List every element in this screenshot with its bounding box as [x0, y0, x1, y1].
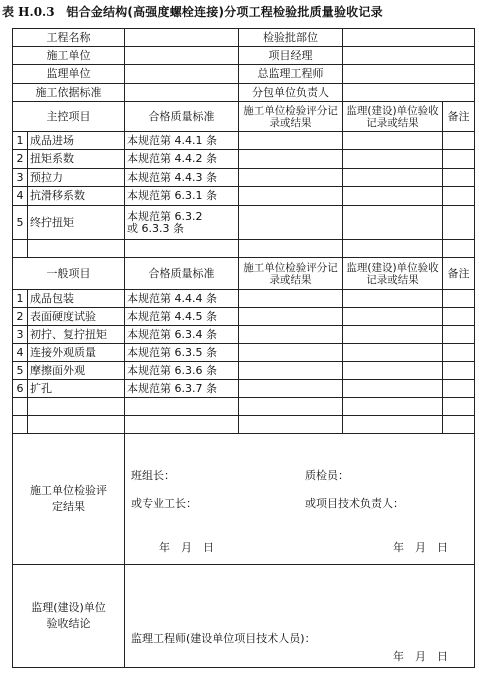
- table-row: [13, 344, 475, 362]
- item-standard: 本规范第 6.3.7 条: [125, 380, 239, 398]
- item-standard: 本规范第 4.4.1 条: [125, 132, 239, 150]
- remark-cell[interactable]: [443, 132, 475, 150]
- blank-cell[interactable]: [343, 416, 443, 434]
- table-row: [13, 132, 475, 150]
- construction-result-cell[interactable]: [239, 169, 343, 187]
- supervision-conclusion-area[interactable]: [125, 565, 475, 668]
- supervision-date: 年 月 日: [393, 650, 448, 663]
- item-standard: 本规范第 6.3.6 条: [125, 362, 239, 380]
- construction-result-cell[interactable]: [239, 206, 343, 240]
- general-section-title: 一般项目: [13, 258, 125, 290]
- item-number: 4: [13, 344, 28, 362]
- item-number: 3: [13, 326, 28, 344]
- blank-cell[interactable]: [343, 398, 443, 416]
- item-standard: 本规范第 4.4.5 条: [125, 308, 239, 326]
- blank-cell[interactable]: [443, 398, 475, 416]
- item-standard: 本规范第 6.3.4 条: [125, 326, 239, 344]
- item-name: 成品进场: [28, 132, 125, 150]
- supervision-result-cell[interactable]: [343, 308, 443, 326]
- item-number: 3: [13, 169, 28, 187]
- project-manager-label: 项目经理: [239, 47, 343, 65]
- construction-unit-label: 施工单位: [13, 47, 125, 65]
- item-name: 摩擦面外观: [28, 362, 125, 380]
- table-row: [13, 308, 475, 326]
- header-row: [13, 29, 475, 47]
- supervision-record-header: 监理(建设)单位验收记录或结果: [343, 102, 443, 132]
- header-row: [13, 47, 475, 65]
- foreman-label: 或专业工长：: [131, 497, 197, 510]
- remark-cell[interactable]: [443, 150, 475, 169]
- table-row: [13, 150, 475, 169]
- project-name-label: 工程名称: [13, 29, 125, 47]
- header-row: [13, 65, 475, 84]
- blank-cell: [28, 240, 125, 258]
- project-manager-value[interactable]: [343, 47, 475, 65]
- supervision-result-cell[interactable]: [343, 206, 443, 240]
- blank-cell[interactable]: [239, 416, 343, 434]
- item-number: 1: [13, 290, 28, 308]
- inspection-lot-value[interactable]: [343, 29, 475, 47]
- standard-header: 合格质量标准: [125, 102, 239, 132]
- remark-cell[interactable]: [443, 326, 475, 344]
- chief-engineer-label: 总监理工程师: [239, 65, 343, 84]
- blank-cell: [125, 240, 239, 258]
- date-right: 年 月 日: [393, 541, 448, 554]
- inspection-lot-label: 检验批部位: [239, 29, 343, 47]
- main-section-title: 主控项目: [13, 102, 125, 132]
- blank-cell: [125, 416, 239, 434]
- blank-row: [13, 398, 475, 416]
- supervision-unit-value[interactable]: [125, 65, 239, 84]
- item-number: 1: [13, 132, 28, 150]
- remark-cell[interactable]: [443, 362, 475, 380]
- construction-result-cell[interactable]: [239, 290, 343, 308]
- construction-result-cell[interactable]: [239, 380, 343, 398]
- item-name: 预拉力: [28, 169, 125, 187]
- blank-cell[interactable]: [443, 416, 475, 434]
- table-row: [13, 290, 475, 308]
- blank-cell: [13, 398, 28, 416]
- remark-header: 备注: [443, 258, 475, 290]
- supervision-result-cell[interactable]: [343, 344, 443, 362]
- construction-result-cell[interactable]: [239, 132, 343, 150]
- supervision-result-cell[interactable]: [343, 187, 443, 206]
- item-number: 2: [13, 308, 28, 326]
- item-number: 5: [13, 362, 28, 380]
- supervision-unit-label: 监理单位: [13, 65, 125, 84]
- remark-cell[interactable]: [443, 344, 475, 362]
- date-left: 年 月 日: [159, 541, 214, 554]
- supervision-conclusion-label: 监理(建设)单位验收结论: [13, 565, 125, 668]
- construction-result-cell[interactable]: [239, 344, 343, 362]
- supervision-record-header: 监理(建设)单位验收记录或结果: [343, 258, 443, 290]
- construction-result-cell[interactable]: [239, 362, 343, 380]
- blank-cell[interactable]: [239, 240, 343, 258]
- item-number: 4: [13, 187, 28, 206]
- remark-cell[interactable]: [443, 308, 475, 326]
- construction-record-header: 施工单位检验评分记录或结果: [239, 258, 343, 290]
- supervision-result-cell[interactable]: [343, 362, 443, 380]
- table-number: 表 H.0.3: [2, 5, 55, 19]
- subcontractor-lead-value[interactable]: [343, 84, 475, 102]
- remark-cell[interactable]: [443, 206, 475, 240]
- item-name: 扩孔: [28, 380, 125, 398]
- item-name: 表面硬度试验: [28, 308, 125, 326]
- remark-cell[interactable]: [443, 187, 475, 206]
- header-row: [13, 84, 475, 102]
- blank-cell[interactable]: [239, 398, 343, 416]
- remark-cell[interactable]: [443, 290, 475, 308]
- subcontractor-lead-label: 分包单位负责人: [239, 84, 343, 102]
- item-standard: 本规范第 6.3.5 条: [125, 344, 239, 362]
- construction-evaluation-label: 施工单位检验评定结果: [13, 434, 125, 565]
- table-row: [13, 187, 475, 206]
- table-row: [13, 169, 475, 187]
- remark-cell[interactable]: [443, 169, 475, 187]
- table-row: [13, 206, 475, 240]
- construction-result-cell[interactable]: [239, 187, 343, 206]
- item-standard: 本规范第 4.4.4 条: [125, 290, 239, 308]
- item-standard: 本规范第 4.4.2 条: [125, 150, 239, 169]
- item-standard-line: 或 6.3.3 条: [127, 221, 184, 235]
- item-name: 初拧、复拧扭矩: [28, 326, 125, 344]
- table-title: 铝合金结构(高强度螺栓连接)分项工程检验批质量验收记录: [66, 5, 383, 19]
- section-header-row: [13, 102, 475, 132]
- tech-lead-label: 或项目技术负责人：: [305, 497, 404, 510]
- construction-evaluation-row: [13, 434, 475, 565]
- supervision-result-cell[interactable]: [343, 290, 443, 308]
- blank-cell: [13, 240, 28, 258]
- supervision-result-cell[interactable]: [343, 169, 443, 187]
- item-standard: 本规范第 6.3.1 条: [125, 187, 239, 206]
- item-name: 连接外观质量: [28, 344, 125, 362]
- supervision-result-cell[interactable]: [343, 150, 443, 169]
- item-standard: [125, 206, 239, 240]
- team-leader-label: 班组长：: [131, 469, 175, 482]
- item-name: 终拧扭矩: [28, 206, 125, 240]
- item-name: 扭矩系数: [28, 150, 125, 169]
- construction-record-header: 施工单位检验评分记录或结果: [239, 102, 343, 132]
- remark-header: 备注: [443, 102, 475, 132]
- inspector-label: 质检员：: [305, 469, 349, 482]
- supervision-result-cell[interactable]: [343, 132, 443, 150]
- table-row: [13, 326, 475, 344]
- basis-standard-label: 施工依据标准: [13, 84, 125, 102]
- blank-cell: [28, 416, 125, 434]
- item-number: 6: [13, 380, 28, 398]
- item-number: 5: [13, 206, 28, 240]
- supervising-engineer-label: 监理工程师(建设单位项目技术人员)：: [131, 632, 316, 645]
- construction-result-cell[interactable]: [239, 326, 343, 344]
- basis-standard-value[interactable]: [125, 84, 239, 102]
- blank-row: [13, 416, 475, 434]
- blank-cell[interactable]: [343, 240, 443, 258]
- construction-evaluation-area[interactable]: [125, 434, 475, 565]
- section-header-row: [13, 258, 475, 290]
- blank-row: [13, 240, 475, 258]
- supervision-result-cell[interactable]: [343, 380, 443, 398]
- construction-unit-value[interactable]: [125, 47, 239, 65]
- blank-cell: [13, 416, 28, 434]
- blank-cell: [28, 398, 125, 416]
- blank-cell: [125, 398, 239, 416]
- item-name: 成品包装: [28, 290, 125, 308]
- table-caption: [0, 3, 479, 21]
- supervision-result-cell[interactable]: [343, 326, 443, 344]
- item-name: 抗滑移系数: [28, 187, 125, 206]
- remark-cell[interactable]: [443, 380, 475, 398]
- acceptance-record-table: [12, 28, 475, 668]
- project-name-value[interactable]: [125, 29, 239, 47]
- blank-cell[interactable]: [443, 240, 475, 258]
- item-standard: 本规范第 4.4.3 条: [125, 169, 239, 187]
- table-row: [13, 380, 475, 398]
- item-number: 2: [13, 150, 28, 169]
- table-row: [13, 362, 475, 380]
- standard-header: 合格质量标准: [125, 258, 239, 290]
- supervision-conclusion-row: [13, 565, 475, 668]
- construction-result-cell[interactable]: [239, 150, 343, 169]
- construction-result-cell[interactable]: [239, 308, 343, 326]
- chief-engineer-value[interactable]: [343, 65, 475, 84]
- item-standard-line: 本规范第 6.3.2: [127, 209, 203, 223]
